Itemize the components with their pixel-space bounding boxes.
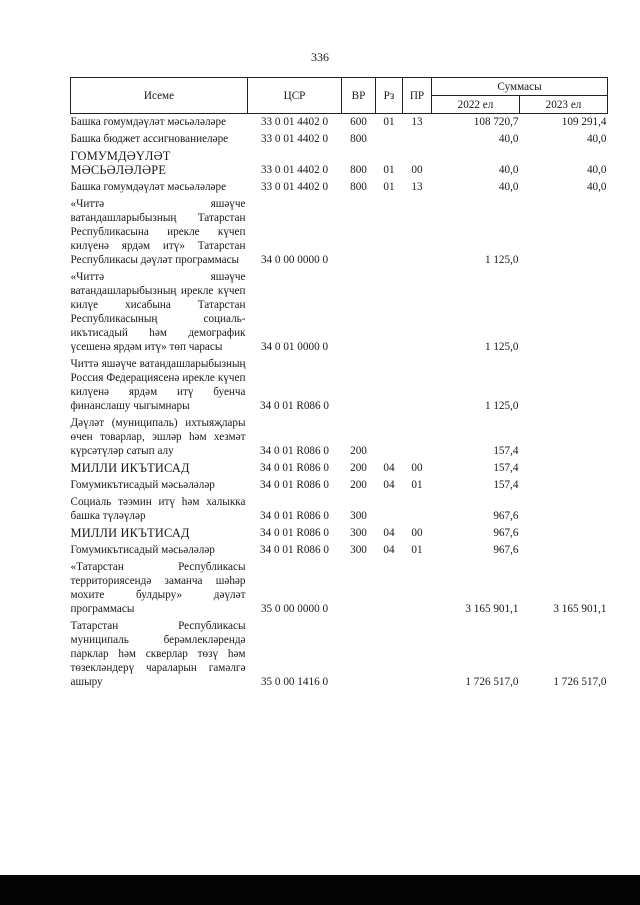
table-row [71, 559, 608, 618]
row-csr: 33 0 01 4402 0 [260, 116, 329, 128]
row-rz [376, 131, 403, 148]
row-sum-2023 [520, 494, 608, 525]
row-pr [403, 131, 432, 148]
row-csr: 33 0 01 4402 0 [260, 181, 329, 193]
header-rz: Рз [376, 78, 403, 114]
table-row [71, 196, 608, 269]
row-pr [403, 415, 432, 460]
table-row [71, 356, 608, 415]
row-vr: 600 [350, 116, 367, 128]
row-rz [376, 196, 403, 269]
row-csr: 35 0 00 0000 0 [260, 603, 329, 615]
page-number: 336 [311, 50, 329, 64]
row-sum-2023 [520, 196, 608, 269]
row-sum-2022: 1 125,0 [484, 341, 519, 353]
row-pr [403, 356, 432, 415]
row-name: ГОМУМДӘҮЛӘТ МӘСЬӘЛӘЛӘРЕ [70, 149, 171, 177]
table-row [71, 148, 608, 179]
row-name: «Татарстан Республикасы территориясендә заманча шәһәр мохите булдыру» дәүләт программасы [70, 561, 246, 615]
row-rz: 01 [383, 164, 395, 176]
row-name: МИЛЛИ ИКЪТИСАД [70, 526, 190, 540]
row-sum-2022: 40,0 [498, 133, 519, 145]
row-name: Татарстан Республикасы муниципаль берәмлекләрендә парклар һәм скверлар төзү һәм төзекләндерү чараларын гамәлгә ашыру [70, 620, 246, 688]
row-pr: 00 [411, 164, 423, 176]
row-sum-2022: 157,4 [493, 445, 519, 457]
row-rz [376, 269, 403, 356]
row-rz [376, 415, 403, 460]
table-row [71, 542, 608, 559]
table-row [71, 179, 608, 196]
row-pr [403, 618, 432, 691]
row-vr [342, 196, 376, 269]
header-vr: ВР [342, 78, 376, 114]
row-name: «Читтә яшәүче ватандашларыбызның ирекле күчеп килүе хисабына Татарстан Республикасының социаль-икътисадый һәм демографик үсешенә ярдәм итү» төп чарасы [70, 271, 246, 353]
row-name: Читтә яшәүче ватандашларыбызның Россия Федерациясенә ирекле күчеп килүенә ярдәм итү буенча финанслашу чыгымнары [70, 358, 246, 412]
row-pr: 01 [411, 479, 423, 491]
header-year-2023: 2023 ел [520, 96, 608, 114]
row-sum-2022: 1 726 517,0 [465, 676, 519, 688]
table-row [71, 114, 608, 132]
row-vr: 800 [350, 133, 367, 145]
row-pr [403, 559, 432, 618]
header-pr: ПР [403, 78, 432, 114]
row-pr: 01 [411, 544, 423, 556]
header-name: Исеме [71, 78, 248, 114]
row-sum-2022: 967,6 [493, 527, 519, 539]
row-rz [376, 494, 403, 525]
row-rz [376, 618, 403, 691]
row-sum-2022: 967,6 [493, 510, 519, 522]
row-vr: 300 [350, 527, 367, 539]
row-sum-2022: 1 125,0 [484, 254, 519, 266]
row-sum-2022: 3 165 901,1 [465, 603, 519, 615]
row-sum-2022: 157,4 [493, 462, 519, 474]
row-sum-2023: 40,0 [586, 133, 607, 145]
table-row [71, 460, 608, 477]
header-sums: Суммасы [432, 78, 608, 96]
header-csr: ЦСР [248, 78, 342, 114]
row-name: Башка гомумдәүләт мәсьәләләре [70, 181, 227, 193]
row-pr: 13 [411, 116, 423, 128]
row-vr: 200 [350, 462, 367, 474]
row-name: МИЛЛИ ИКЪТИСАД [70, 461, 190, 475]
row-sum-2023 [520, 415, 608, 460]
row-vr: 200 [350, 445, 367, 457]
row-pr [403, 269, 432, 356]
row-rz: 04 [383, 479, 395, 491]
row-vr [342, 618, 376, 691]
row-csr: 34 0 01 R086 0 [260, 445, 329, 457]
row-name: Гомумикътисадый мәсьәләләр [70, 544, 215, 556]
row-sum-2023 [520, 460, 608, 477]
row-csr: 33 0 01 4402 0 [260, 133, 329, 145]
row-pr: 00 [411, 527, 423, 539]
table-row [71, 477, 608, 494]
row-sum-2022: 1 125,0 [484, 400, 519, 412]
row-name: Дәүләт (муниципаль) ихтыяҗлары өчен товарлар, эшләр һәм хезмәт күрсәтүләр сатып алу [70, 417, 246, 457]
row-vr: 300 [350, 544, 367, 556]
row-pr: 13 [411, 181, 423, 193]
row-rz [376, 559, 403, 618]
row-pr: 00 [411, 462, 423, 474]
row-sum-2022: 157,4 [493, 479, 519, 491]
row-sum-2023 [520, 477, 608, 494]
row-vr [342, 356, 376, 415]
row-csr: 34 0 01 0000 0 [260, 341, 329, 353]
row-sum-2023 [520, 269, 608, 356]
row-vr: 800 [350, 164, 367, 176]
row-sum-2022: 967,6 [493, 544, 519, 556]
row-rz: 04 [383, 527, 395, 539]
row-sum-2023 [520, 356, 608, 415]
row-vr: 800 [350, 181, 367, 193]
row-sum-2023: 109 291,4 [561, 116, 607, 128]
row-csr: 34 0 01 R086 0 [260, 510, 329, 522]
row-sum-2022: 40,0 [498, 164, 519, 176]
row-vr [342, 269, 376, 356]
budget-table [70, 77, 608, 691]
table-row [71, 269, 608, 356]
row-sum-2023 [520, 542, 608, 559]
row-sum-2022: 108 720,7 [473, 116, 519, 128]
row-csr: 34 0 01 R086 0 [260, 400, 329, 412]
row-pr [403, 494, 432, 525]
row-rz: 01 [383, 116, 395, 128]
row-vr: 200 [350, 479, 367, 491]
row-sum-2023: 1 726 517,0 [553, 676, 607, 688]
row-csr: 34 0 00 0000 0 [260, 254, 329, 266]
row-sum-2023: 40,0 [586, 181, 607, 193]
row-sum-2022: 40,0 [498, 181, 519, 193]
row-sum-2023 [520, 525, 608, 542]
row-name: Башка гомумдәүләт мәсьәләләре [70, 116, 227, 128]
row-pr [403, 196, 432, 269]
table-row [71, 494, 608, 525]
table-row [71, 618, 608, 691]
row-csr: 33 0 01 4402 0 [260, 164, 329, 176]
row-name: Социаль тәэмин итү һәм халыкка башка түләүләр [70, 496, 246, 522]
row-csr: 35 0 00 1416 0 [260, 676, 329, 688]
row-vr: 300 [350, 510, 367, 522]
header-year-2022: 2022 ел [432, 96, 520, 114]
row-csr: 34 0 01 R086 0 [260, 544, 329, 556]
row-sum-2023: 3 165 901,1 [553, 603, 607, 615]
row-csr: 34 0 01 R086 0 [260, 479, 329, 491]
row-rz: 04 [383, 462, 395, 474]
row-sum-2023: 40,0 [586, 164, 607, 176]
table-header [71, 78, 608, 114]
table-row [71, 131, 608, 148]
row-name: Башка бюджет ассигнованиеләре [70, 133, 229, 145]
row-name: Гомумикътисадый мәсьәләләр [70, 479, 215, 491]
row-rz [376, 356, 403, 415]
row-vr [342, 559, 376, 618]
row-rz: 04 [383, 544, 395, 556]
scan-bottom-edge [0, 875, 640, 905]
row-name: «Читтә яшәүче ватандашларыбызның Татарстан Республикасына ирекле күчеп килүенә ярдәм итү» Татарстан Республикасы дәүләт программасы [70, 198, 246, 266]
table-body [71, 114, 608, 692]
row-csr: 34 0 01 R086 0 [260, 527, 329, 539]
table-row [71, 415, 608, 460]
row-rz: 01 [383, 181, 395, 193]
table-row [71, 525, 608, 542]
row-csr: 34 0 01 R086 0 [260, 462, 329, 474]
